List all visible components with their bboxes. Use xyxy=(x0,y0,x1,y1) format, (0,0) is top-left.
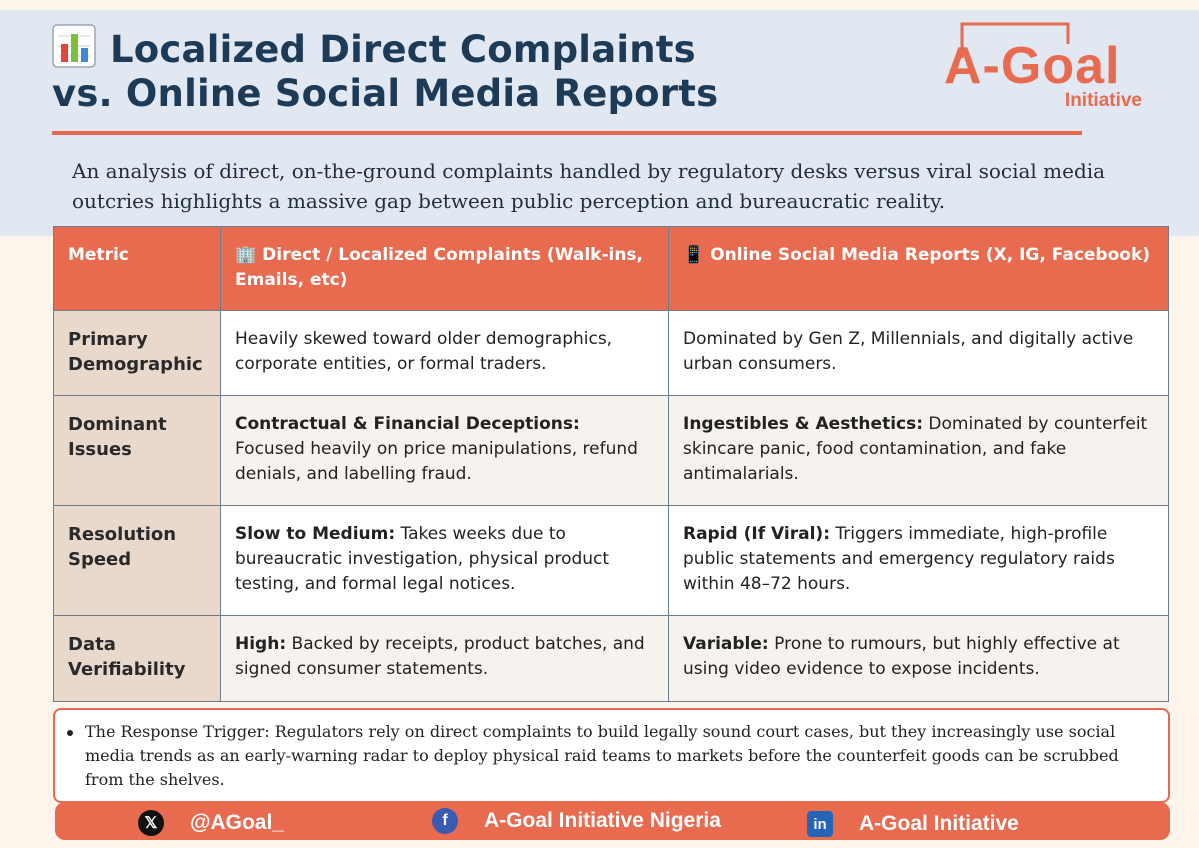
comparison-table xyxy=(53,226,1169,702)
direct-cell-text: Focused heavily on price manipulations, refund denials, and labelling fraud. xyxy=(235,439,638,484)
response-trigger-note xyxy=(53,708,1170,803)
table-row xyxy=(54,396,1169,506)
table-row xyxy=(54,506,1169,616)
x-icon: 𝕏 xyxy=(138,810,164,836)
logo-wordmark: A-Goal xyxy=(944,37,1121,95)
table-header-row xyxy=(54,227,1169,311)
facebook-social-link[interactable] xyxy=(432,808,721,834)
direct-cell xyxy=(221,616,669,702)
note-list xyxy=(85,720,1154,792)
direct-cell-text: Takes weeks due to bureaucratic investigation, physical product testing, and formal legal notices. xyxy=(235,524,610,594)
online-cell-text: Prone to rumours, but highly effective at using video evidence to expose incidents. xyxy=(683,634,1120,679)
direct-cell xyxy=(221,506,669,616)
linkedin-social-link[interactable] xyxy=(807,811,1019,837)
online-cell-text: Dominated by counterfeit skincare panic, food contamination, and fake antimalarials. xyxy=(683,414,1148,484)
x-social-link[interactable] xyxy=(138,810,284,836)
linkedin-icon: in xyxy=(807,811,833,837)
online-cell-text: Triggers immediate, high-profile public statements and emergency regulatory raids within 48–72 hours. xyxy=(683,524,1115,594)
online-cell xyxy=(669,311,1169,396)
facebook-name[interactable]: A-Goal Initiative Nigeria xyxy=(484,809,721,832)
direct-cell-lead: High: xyxy=(235,634,287,654)
direct-cell xyxy=(221,311,669,396)
row-metric: Data Verifiability xyxy=(54,616,221,702)
social-footer xyxy=(55,802,1170,840)
top-strip xyxy=(0,0,1199,10)
page-subtitle: An analysis of direct, on-the-ground complaints handled by regulatory desks versus viral social media outcries highlights a massive gap between public perception and bureaucratic reality. xyxy=(72,159,1106,213)
direct-cell-text: Heavily skewed toward older demographics, corporate entities, or formal traders. xyxy=(235,329,613,374)
column-header-metric: Metric xyxy=(54,227,221,311)
bar-chart-icon xyxy=(52,24,96,68)
row-metric: Primary Demographic xyxy=(54,311,221,396)
logo-subtitle: Initiative xyxy=(1064,90,1142,111)
column-header-online xyxy=(669,227,1169,311)
table-row xyxy=(54,616,1169,702)
column-header-direct-label: Direct / Localized Complaints (Walk-ins, Emails, etc) xyxy=(235,245,644,290)
direct-cell-lead: Contractual & Financial Deceptions: xyxy=(235,414,580,434)
mobile-phone-icon: 📱 xyxy=(683,245,705,265)
online-cell-text: Dominated by Gen Z, Millennials, and digitally active urban consumers. xyxy=(683,329,1134,374)
direct-cell xyxy=(221,396,669,506)
title-text-1: Localized Direct Complaints xyxy=(110,28,696,71)
page-title-line-1 xyxy=(52,24,696,71)
x-handle[interactable]: @AGoal_ xyxy=(190,811,284,834)
linkedin-name[interactable]: A-Goal Initiative xyxy=(859,812,1019,835)
online-cell-lead: Ingestibles & Aesthetics: xyxy=(683,414,924,434)
row-metric: Resolution Speed xyxy=(54,506,221,616)
online-cell-lead: Rapid (If Viral): xyxy=(683,524,830,544)
direct-cell-text: Backed by receipts, product batches, and signed consumer statements. xyxy=(235,634,645,679)
note-bullet: The Response Trigger: Regulators rely on direct complaints to build legally sound court cases, but they increasingly use social media trends as an early-warning radar to deploy physical raid teams to markets before the counterfeit goods can be scrubbed from the shelves. xyxy=(85,720,1154,792)
a-goal-logo xyxy=(944,20,1154,115)
office-building-icon: 🏢 xyxy=(235,245,257,265)
row-metric: Dominant Issues xyxy=(54,396,221,506)
direct-cell-lead: Slow to Medium: xyxy=(235,524,396,544)
column-header-direct xyxy=(221,227,669,311)
facebook-icon: f xyxy=(432,808,458,834)
table-row xyxy=(54,311,1169,396)
online-cell-lead: Variable: xyxy=(683,634,769,654)
page-title-line-2: vs. Online Social Media Reports xyxy=(52,72,719,115)
online-cell xyxy=(669,506,1169,616)
title-divider xyxy=(52,131,1082,135)
column-header-online-label: Online Social Media Reports (X, IG, Facebook) xyxy=(710,245,1151,265)
online-cell xyxy=(669,396,1169,506)
online-cell xyxy=(669,616,1169,702)
